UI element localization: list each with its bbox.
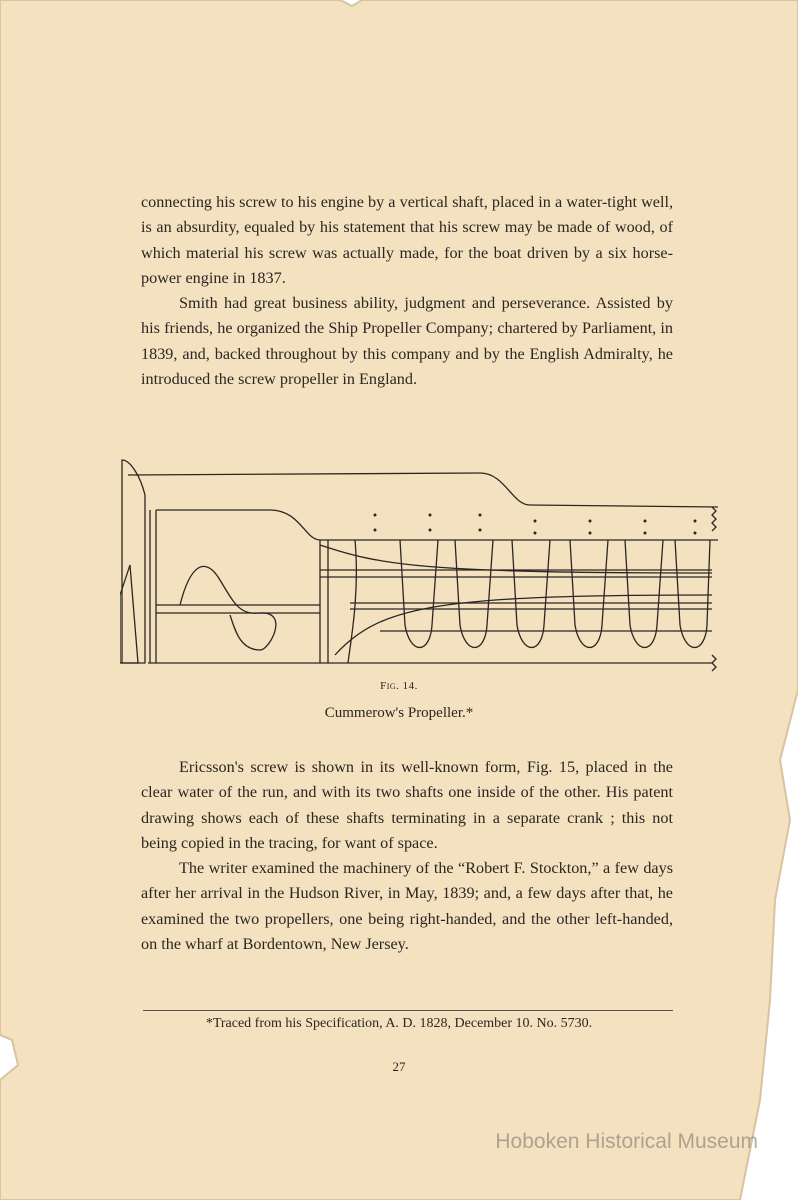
body-text-top	[141, 190, 673, 392]
paragraph: Ericsson's screw is shown in its well-known form, Fig. 15, placed in the clear water of the run, and with its two shafts one inside of the other. His patent drawing shows each of these shafts terminating in a separate crank ; this not being copied in the tracing, for want of space.	[141, 758, 673, 852]
footnote-divider	[143, 1010, 673, 1011]
paragraph: The writer examined the machinery of the “Robert F. Stockton,” a few days after her arrival in the Hudson River, in May, 1839; and, a few days after that, he examined the two propellers, one being right-handed, and the other left-handed, on the wharf at Bordentown, New Jersey.	[141, 859, 673, 954]
paragraph: Smith had great business ability, judgment and perseverance. Assisted by his friends, he organized the Ship Propeller Company; chartered by Parliament, in 1839, and, backed throughout by this company and by the English Admiralty, he introduced the screw propeller in England.	[141, 294, 673, 389]
figure-label: Fig. 14.	[380, 680, 418, 692]
paragraph: connecting his screw to his engine by a vertical shaft, placed in a water-tight well, is an absurdity, equaled by his statement that his screw may be made of wood, of which material his screw was actually made, for the boat driven by a six horse-power engine in 1837.	[141, 193, 673, 287]
ship-hull-propeller-drawing-icon	[120, 455, 730, 675]
page-number: 27	[392, 1059, 406, 1074]
watermark: Hoboken Historical Museum	[495, 1130, 758, 1153]
figure-caption: Cummerow's Propeller.*	[324, 705, 474, 721]
body-text-bottom	[141, 755, 673, 957]
footnote: *Traced from his Specification, A. D. 1828, December 10. No. 5730.	[205, 1016, 593, 1031]
